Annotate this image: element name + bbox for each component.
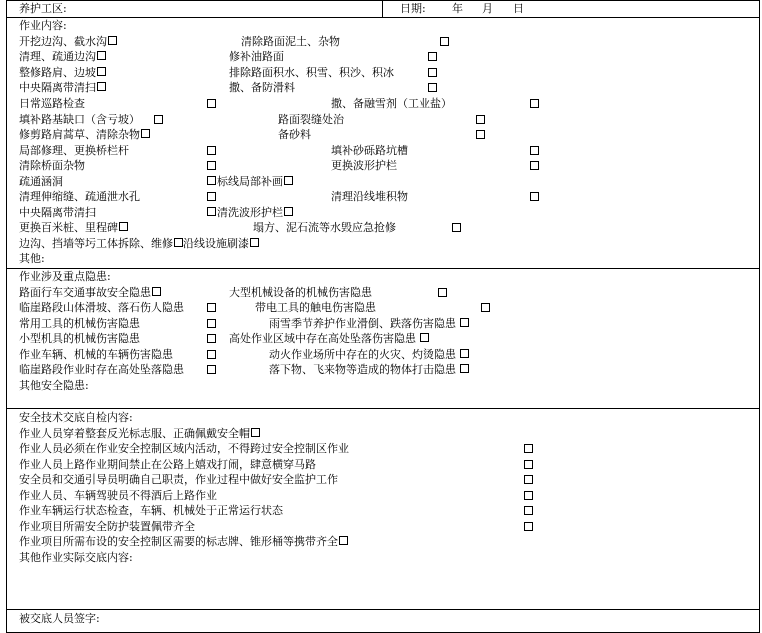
work-item: 更换百米桩、里程碑 [19, 221, 128, 235]
hazard-item: 大型机械设备的机械伤害隐患 [229, 286, 372, 299]
checkbox[interactable] [207, 319, 216, 328]
checkbox[interactable] [174, 238, 183, 247]
checkbox[interactable] [154, 115, 163, 124]
work-item: 清理、疏通边沟 [19, 50, 106, 64]
checkbox[interactable] [420, 333, 429, 342]
hazard-item: 带电工具的触电伤害隐患 [255, 301, 376, 314]
work-item: 标线局部补画 [207, 175, 293, 189]
checkbox[interactable] [481, 303, 490, 312]
work-item: 清除桥面杂物 [19, 159, 85, 172]
hazard-item: 临崖路段作业时存在高处坠落隐患 [19, 363, 184, 376]
checkbox[interactable] [250, 238, 259, 247]
checkbox[interactable] [339, 536, 348, 545]
safety-section-title: 安全技术交底自检内容: [19, 411, 133, 424]
work-section-title: 作业内容: [19, 19, 67, 32]
work-item: 修剪路肩蒿草、清除杂物 [19, 128, 150, 142]
checkbox[interactable] [428, 83, 437, 92]
checkbox[interactable] [207, 350, 216, 359]
hazard-item: 小型机具的机械伤害隐患 [19, 332, 140, 345]
hazard-item: 高处作业区域中存在高处坠落伤害隐患 [229, 332, 429, 346]
checkbox[interactable] [207, 146, 216, 155]
checkbox[interactable] [207, 207, 216, 216]
hazard-item: 落下物、飞来物等造成的物体打击隐患 [269, 363, 469, 377]
work-item: 路面裂缝处治 [278, 113, 344, 126]
checkbox[interactable] [207, 161, 216, 170]
checkbox[interactable] [452, 223, 461, 232]
work-item: 修补油路面 [229, 50, 284, 63]
work-item: 疏通涵洞 [19, 175, 63, 188]
work-item: 塌方、泥石流等水毁应急抢修 [253, 221, 396, 234]
checkbox[interactable] [530, 161, 539, 170]
checkbox[interactable] [460, 364, 469, 373]
checkbox[interactable] [524, 460, 533, 469]
checkbox[interactable] [524, 491, 533, 500]
work-item: 整修路肩、边坡 [19, 66, 106, 80]
checkbox[interactable] [530, 192, 539, 201]
hazard-item: 路面行车交通事故安全隐患 [19, 286, 161, 300]
header-divider [382, 0, 383, 17]
safety-item: 作业人员、车辆驾驶员不得酒后上路作业 [19, 489, 217, 502]
checkbox[interactable] [440, 37, 449, 46]
work-item: 填补路基缺口（含亏坡） [19, 113, 140, 126]
checkbox[interactable] [108, 36, 117, 45]
safety-item: 安全员和交通引导员明确自己职责，作业过程中做好安全监护工作 [19, 473, 338, 486]
work-item: 中央隔离带清扫 [19, 81, 106, 95]
checkbox[interactable] [524, 444, 533, 453]
checkbox[interactable] [207, 176, 216, 185]
checkbox[interactable] [207, 303, 216, 312]
work-item: 局部修理、更换桥栏杆 [19, 144, 129, 157]
safety-item: 作业项目所需安全防护装置佩带齐全 [19, 520, 195, 533]
work-item: 撒、备融雪剂（工业盐） [331, 97, 452, 110]
checkbox[interactable] [530, 99, 539, 108]
checkbox[interactable] [119, 222, 128, 231]
hazard-item: 动火作业场所中存在的火灾、灼烫隐患 [269, 348, 469, 362]
hazard-item: 常用工具的机械伤害隐患 [19, 317, 140, 330]
day-label: 日 [513, 2, 524, 15]
work-item: 边沟、挡墙等圬工体拆除、维修 沿线设施刷漆 [19, 237, 259, 251]
checkbox[interactable] [460, 318, 469, 327]
checkbox[interactable] [284, 207, 293, 216]
year-label: 年 [452, 2, 463, 15]
signature-label: 被交底人员签字: [19, 612, 100, 625]
checkbox[interactable] [428, 68, 437, 77]
checkbox[interactable] [428, 52, 437, 61]
checkbox[interactable] [476, 115, 485, 124]
row-divider [6, 609, 760, 610]
safety-item: 作业人员上路作业期间禁止在公路上嬉戏打闹，肆意横穿马路 [19, 458, 316, 471]
work-item: 清理伸缩缝、疏通泄水孔 [19, 190, 140, 203]
safety-item: 作业项目所需布设的安全控制区需要的标志牌、锥形桶等携带齐全 [19, 535, 348, 549]
checkbox[interactable] [141, 129, 150, 138]
work-item: 备砂料 [278, 128, 311, 141]
work-item: 开挖边沟、截水沟 [19, 35, 117, 49]
row-divider [6, 17, 760, 18]
checkbox[interactable] [207, 192, 216, 201]
area-label: 养护工区: [19, 2, 67, 15]
work-item: 中央隔离带清扫 [19, 206, 96, 219]
date-label: 日期: [400, 2, 426, 15]
hazard-item: 临崖路段山体滑坡、落石伤人隐患 [19, 301, 184, 314]
work-item: 清除路面泥土、杂物 [241, 35, 340, 48]
checkbox[interactable] [251, 428, 260, 437]
work-item: 清洗波形护栏 [207, 206, 293, 220]
work-item: 排除路面积水、积雪、积沙、积冰 [229, 66, 394, 79]
row-divider [6, 408, 760, 409]
safety-item: 作业人员必须在作业安全控制区域内活动，不得跨过安全控制区作业 [19, 442, 349, 455]
hazards-other-label: 其他安全隐患: [19, 379, 89, 392]
row-divider [6, 268, 760, 269]
work-other-label: 其他: [19, 252, 45, 265]
hazard-item: 作业车辆、机械的车辆伤害隐患 [19, 348, 173, 361]
checkbox[interactable] [207, 99, 216, 108]
work-item: 撒、备防滑料 [229, 81, 295, 94]
checkbox[interactable] [524, 506, 533, 515]
checkbox[interactable] [97, 82, 106, 91]
checkbox[interactable] [438, 288, 447, 297]
checkbox[interactable] [152, 287, 161, 296]
checkbox[interactable] [460, 349, 469, 358]
checkbox[interactable] [207, 365, 216, 374]
checkbox[interactable] [530, 146, 539, 155]
checkbox[interactable] [476, 130, 485, 139]
month-label: 月 [482, 2, 493, 15]
work-item: 清理沿线堆积物 [331, 190, 408, 203]
work-item: 日常巡路检查 [19, 97, 85, 110]
checkbox[interactable] [207, 334, 216, 343]
hazard-item: 雨雪季节养护作业滑倒、跌落伤害隐患 [269, 317, 469, 331]
hazards-section-title: 作业涉及重点隐患: [19, 270, 111, 283]
work-item: 填补砂砾路坑槽 [331, 144, 408, 157]
checkbox[interactable] [97, 67, 106, 76]
safety-item: 作业人员穿着整套反光标志服、正确佩戴安全帽 [19, 427, 260, 441]
checkbox[interactable] [97, 51, 106, 60]
work-item: 更换波形护栏 [331, 159, 397, 172]
checkbox[interactable] [524, 475, 533, 484]
safety-item: 作业车辆运行状态检查，车辆、机械处于正常运行状态 [19, 504, 283, 517]
safety-other-label: 其他作业实际交底内容: [19, 551, 133, 564]
checkbox[interactable] [524, 522, 533, 531]
checkbox[interactable] [284, 176, 293, 185]
